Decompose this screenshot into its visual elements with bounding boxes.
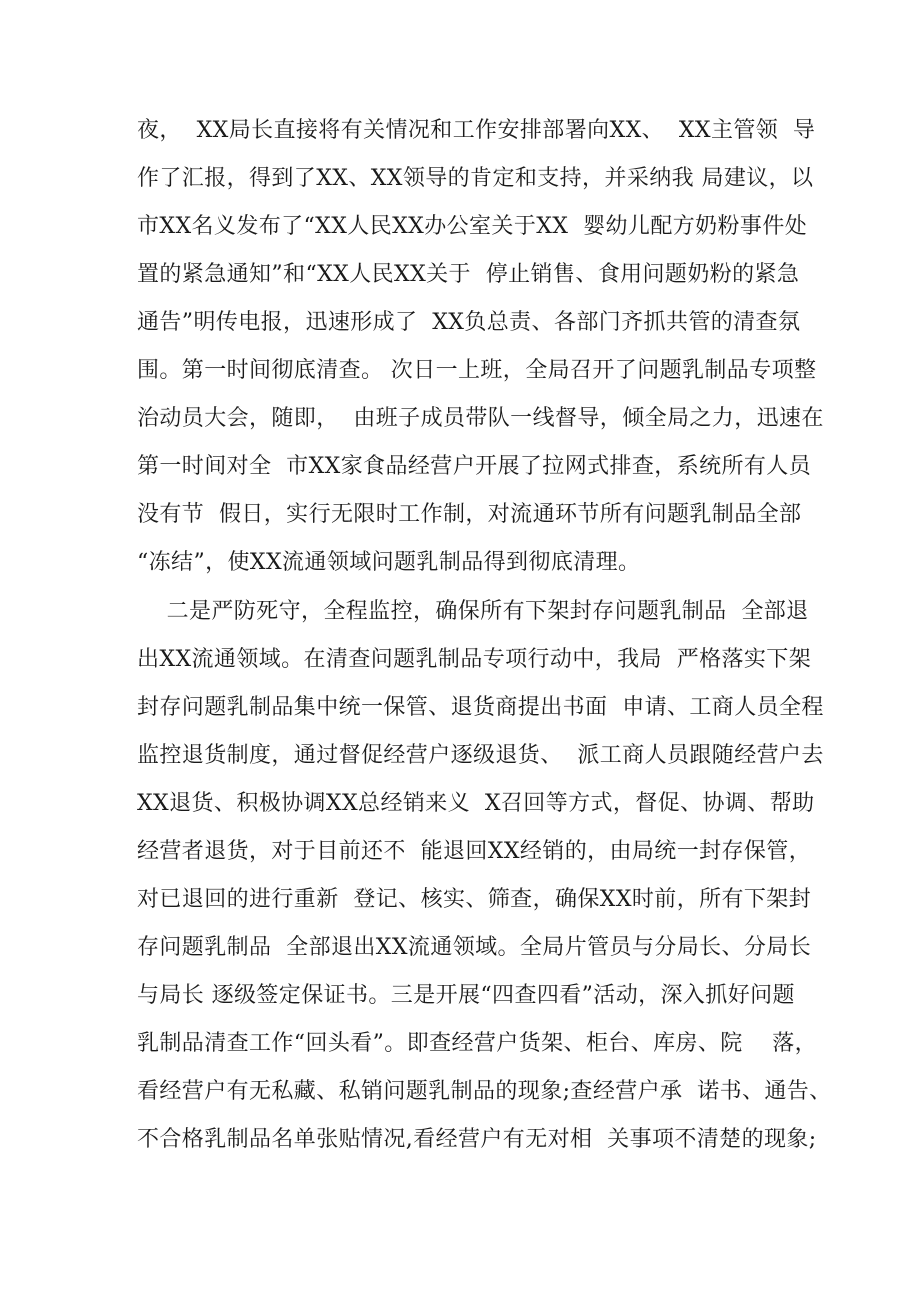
text-line: 封存问题乳制品集中统一保管、退货商提出书面 申请、工商人员全程 (137, 695, 824, 720)
text-line: 围。第一时间彻底清查。 次日一上班，全局召开了问题乳制品专项整 (137, 358, 817, 383)
text-line: XX退货、积极协调XX总经销来义 X召回等方式，督促、协调、帮助 (137, 791, 815, 816)
text-line: 不合格乳制品名单张贴情况,看经营户有无对相 关事项不清楚的现象; (137, 1127, 817, 1152)
text-line: 没有节 假日，实行无限时工作制，对流通环节所有问题乳制品全部 (137, 502, 802, 527)
text-line: 治动员大会，随即， 由班子成员带队一线督导，倾全局之力，迅速在 (137, 406, 824, 431)
text-line: 市XX名义发布了“XX人民XX办公室关于XX 婴幼儿配方奶粉事件处 (137, 214, 808, 239)
text-line: 通告”明传电报，迅速形成了 XX负总责、各部门齐抓共管的清查氛 (137, 310, 801, 335)
text-line: 二是严防死守，全程监控，确保所有下架封存问题乳制品 全部退 (137, 599, 809, 624)
text-line: 经营者退货，对于目前还不 能退回XX经销的，由局统一封存保管， (137, 839, 812, 864)
text-line: 出XX流通领域。在清查问题乳制品专项行动中，我局 严格落实下架 (137, 647, 812, 672)
text-line: 与局长 逐级签定保证书。三是开展“四查四看”活动，深入抓好问题 (137, 983, 795, 1008)
text-line: “冻结”，使XX流通领域问题乳制品得到彻底清理。 (137, 550, 641, 575)
text-line: 看经营户有无私藏、私销问题乳制品的现象;查经营户承 诺书、通告、 (137, 1079, 832, 1104)
text-line: 置的紧急通知”和“XX人民XX关于 停止销售、食用问题奶粉的紧急 (137, 262, 800, 287)
text-line: 夜， XX局长直接将有关情况和工作安排部署向XX、 XX主管领 导 (137, 118, 816, 143)
text-line: 监控退货制度，通过督促经营户逐级退货、 派工商人员跟随经营户去 (137, 743, 824, 768)
text-line: 存问题乳制品 全部退出XX流通领域。全局片管员与分局长、分局长 (137, 935, 812, 960)
text-line: 乳制品清查工作“回头看”。即查经营户货架、柜台、库房、院 落， (137, 1031, 818, 1056)
text-line: 第一时间对全 市XX家食品经营户开展了拉网式排查，系统所有人员 (137, 454, 812, 479)
text-line: 作了汇报，得到了XX、XX领导的肯定和支持，并采纳我 局建议，以 (137, 166, 814, 191)
text-line: 对已退回的进行重新 登记、核实、筛查，确保XX时前，所有下架封 (137, 887, 812, 912)
